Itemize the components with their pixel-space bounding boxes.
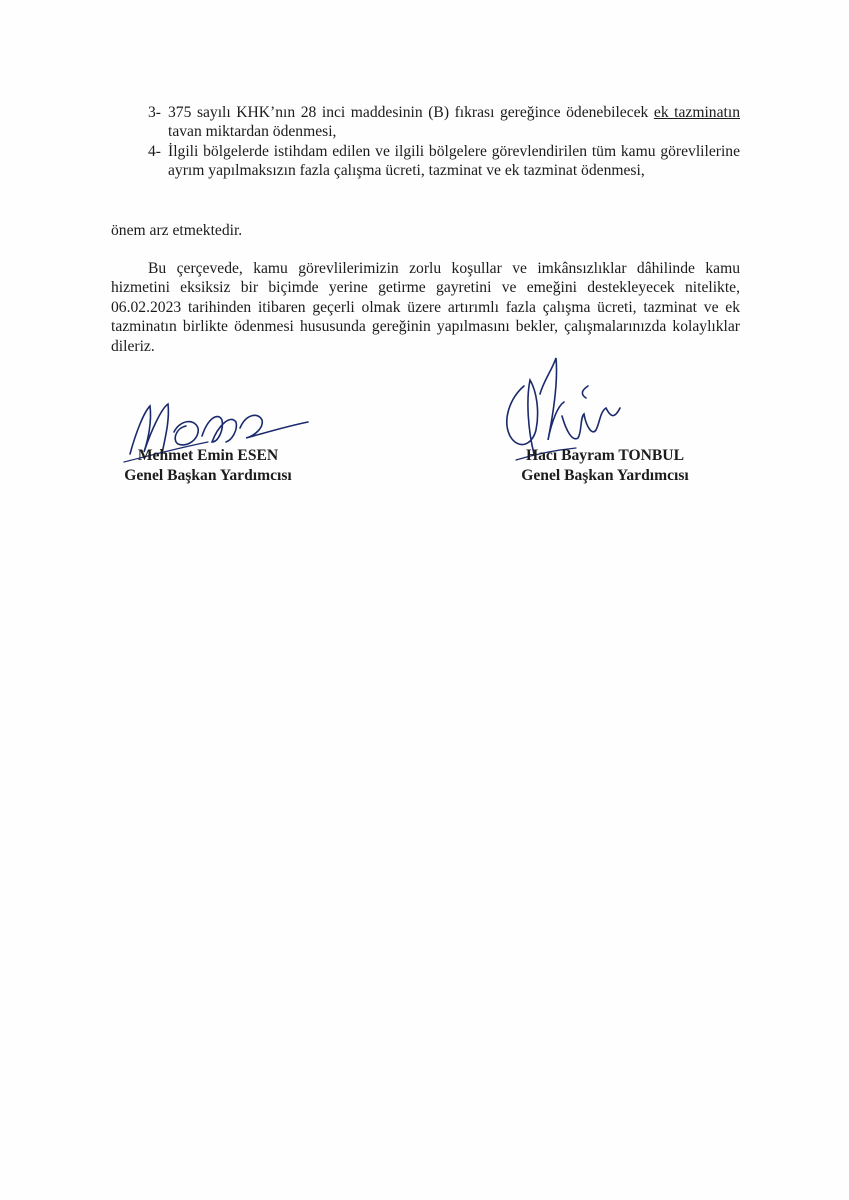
list-item-text <box>168 103 740 142</box>
numbered-list <box>148 103 740 181</box>
signatory-left <box>104 446 312 486</box>
list-item-text-part: 375 sayılı KHK’nın 28 inci maddesinin (B) fıkrası gereğince ödenebilecek <box>168 104 654 121</box>
list-item <box>148 103 740 142</box>
underlined-term: ek tazminatın <box>653 104 740 121</box>
signatory-name: Mehmet Emin ESEN <box>137 447 279 464</box>
closing-line: önem arz etmektedir. <box>111 222 243 239</box>
signatory-title: Genel Başkan Yardımcısı <box>521 467 689 484</box>
body-paragraph: Bu çerçevede, kamu görevlilerimizin zorlu koşullar ve imkânsızlıklar dâhilinde kamu hizmetini eksiksiz bir biçimde yerine getirme gayretini ve emeğini destekleyecek nitelikte, 06.02.2023 tarihinden itibaren geçerli olmak üzere artırımlı fazla çalışma ücreti, tazminat ve ek tazminatın birlikte ödenmesi hususunda gereğinin yapılmasını bekler, çalışmalarınızda kolaylıklar dileriz. <box>111 260 740 355</box>
list-number: 3- <box>148 104 161 121</box>
signatory-name: Hacı Bayram TONBUL <box>526 447 684 464</box>
list-item-text <box>168 142 740 181</box>
signatory-right <box>505 446 705 486</box>
list-number: 4- <box>148 142 161 160</box>
list-item-text-part: İlgili bölgelerde istihdam edilen ve ilgili bölgelere görevlendirilen tüm kamu görevlilerine ayrım yapılmaksızın fazla çalışma ücreti, tazminat ve ek tazminat ödenmesi, <box>168 142 740 180</box>
list-item <box>148 142 740 181</box>
signatory-title: Genel Başkan Yardımcısı <box>124 467 292 484</box>
list-item-text-part: tavan miktardan ödenmesi, <box>168 123 337 141</box>
